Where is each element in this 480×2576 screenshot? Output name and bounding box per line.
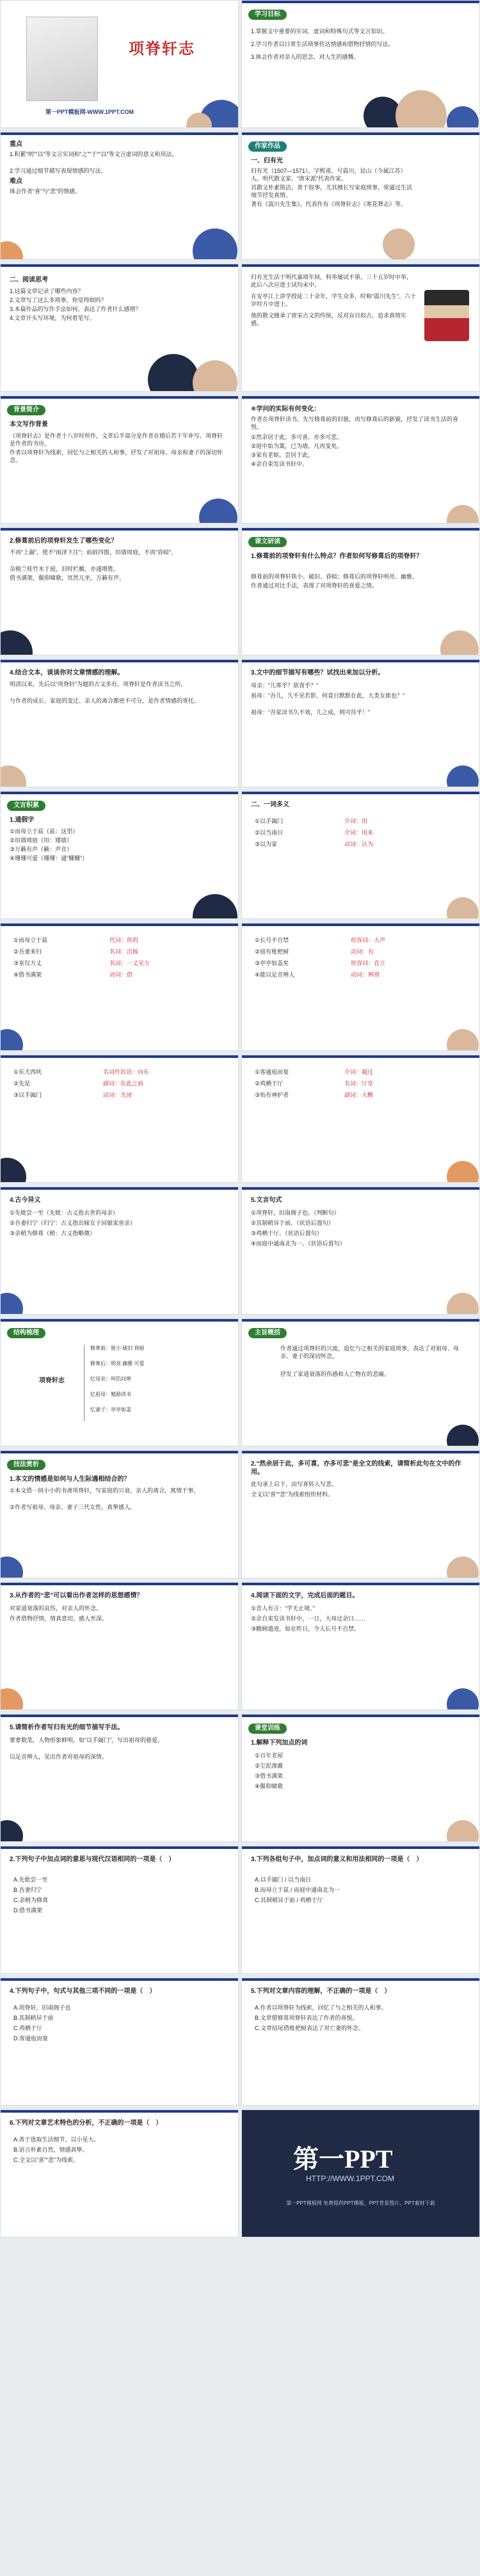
- slide-24[interactable]: [241, 1450, 480, 1578]
- slide-33[interactable]: [0, 2109, 239, 2237]
- text-line: ②垣墙周庭（垣：矮墙）: [10, 837, 73, 844]
- slide-12[interactable]: [241, 659, 480, 787]
- slide-6[interactable]: [241, 264, 480, 392]
- top-bar: [1, 1319, 238, 1322]
- top-bar: [1, 396, 238, 399]
- decor-circle: [0, 1688, 23, 1710]
- decor-circle: [0, 1029, 23, 1051]
- option[interactable]: A.先妣尝一至: [13, 1876, 48, 1883]
- table-cell: 副词：大概: [344, 1092, 374, 1098]
- heading: 难点: [10, 178, 22, 185]
- text-line: 作者通过项脊轩的兴废，追忆与之相关的家庭琐事，表达了对祖母、母亲、妻子的深切怀念，: [280, 1345, 460, 1359]
- decor-circle: [447, 1556, 479, 1578]
- text-line: 祖母：“吾家读书久不效，儿之成，则可待乎！”: [251, 709, 370, 716]
- top-bar: [242, 264, 479, 267]
- heading: 5.请简析作者写归有光的细节描写手法。: [10, 1724, 124, 1731]
- decor-circle: [447, 897, 479, 919]
- text-line: ④余自束发读书轩中。: [251, 461, 308, 467]
- decor-circle: [447, 505, 479, 524]
- heading: 3.文中的细节描写有哪些？试找出来加以分析。: [251, 669, 385, 676]
- text-line: 在安亭江上讲学授徒二十余年，学生众多，时称“震川先生”。六十岁时方中进士。: [251, 293, 416, 307]
- heading: 6.下列对文章艺术特色的分析，不正确的一项是（ ）: [10, 2120, 163, 2127]
- heading: 5.下列对文章内容的理解，不正确的一项是（ ）: [251, 1988, 391, 1995]
- table-cell: ②鸡栖于厅: [255, 1080, 284, 1087]
- heading: 1.通假字: [10, 817, 35, 824]
- list-item: ②尘泥渗漉: [255, 1763, 284, 1769]
- option[interactable]: C.余稍为修葺: [13, 1897, 49, 1903]
- top-bar: [242, 1451, 479, 1453]
- text-line: 体会作者“喜”与“悲”的情感。: [10, 188, 81, 195]
- top-bar: [1, 528, 238, 531]
- decor-circle: [447, 1425, 479, 1446]
- decor-circle: [0, 241, 23, 260]
- heading: 一、归有光: [251, 157, 283, 164]
- decor-circle: [383, 228, 415, 260]
- source-url: 第一PPT模板网-WWW.1PPT.COM: [45, 109, 134, 115]
- table-cell: 代词：你的: [109, 937, 139, 943]
- top-bar: [242, 924, 479, 926]
- heading: 4.古今异义: [10, 1197, 41, 1204]
- table-cell: ②先是: [13, 1080, 31, 1087]
- table-cell: 名词：出嫁: [109, 948, 139, 955]
- decor-circle: [193, 360, 237, 392]
- text-line: 全文以“喜”“悲”为线索组织材料。: [251, 1491, 333, 1498]
- option[interactable]: A.项脊轩，旧南阁子也: [13, 2004, 71, 2011]
- table-cell: 动词：认为: [344, 841, 374, 847]
- text-line: ④而庭中通南北为一。（状语后置句）: [251, 1240, 346, 1247]
- top-bar: [242, 1583, 479, 1585]
- top-bar: [1, 1583, 238, 1585]
- decor-circle: [148, 354, 199, 392]
- top-bar: [1, 1187, 238, 1190]
- slide-5[interactable]: [0, 264, 239, 392]
- text-line: ②其制稍异于前。（状语后置句）: [251, 1220, 334, 1226]
- slide-3[interactable]: [0, 132, 239, 260]
- text-line: ①本文借一间小小的书斋项脊轩，写家庭的兴衰、亲人的离合，寓情于事。: [10, 1487, 200, 1494]
- slide-17[interactable]: [0, 1055, 239, 1183]
- option[interactable]: A.作者以项脊轩为线索，回忆了与之相关的人和事。: [255, 2004, 387, 2011]
- text-line: 作者以项脊轩为线索，回忆与之相关的人和事，抒发了对祖母、母亲和妻子的深切怀念。: [10, 449, 223, 463]
- slide-title: 项脊轩志: [129, 40, 195, 58]
- mindmap-branch: 忆母亲：叫饥问寒: [90, 1376, 131, 1382]
- slide-29[interactable]: [0, 1846, 239, 1974]
- text-line: 其散文朴素简洁，善于叙事，尤其擅长写家庭琐事，常通过生活细节抒发真情。: [251, 184, 413, 198]
- table-cell: 介词：用: [344, 818, 368, 824]
- text-line: 母亲：“儿寒乎？欲食乎？”: [251, 682, 318, 689]
- option[interactable]: C.全文以“喜”“悲”为线索。: [13, 2157, 79, 2163]
- option[interactable]: B.而母立于兹 / 而庭中通南北为一: [255, 1887, 340, 1893]
- top-bar: [1, 660, 238, 662]
- top-bar: [1, 1846, 238, 1849]
- option[interactable]: B.吾妻归宁: [13, 1887, 42, 1893]
- slide-26[interactable]: [241, 1582, 480, 1710]
- text-line: ①而母立于兹（兹：这里）: [10, 828, 79, 835]
- slide-19[interactable]: [0, 1187, 239, 1315]
- text-line: 修葺前的项脊轩狭小、破旧、昏暗；修葺后的项脊轩明亮、幽雅。: [251, 573, 419, 580]
- table-cell: ②吾妻来归: [13, 948, 42, 955]
- decor-circle: [447, 1029, 479, 1051]
- top-bar: [1, 924, 238, 926]
- text-line: 2.文章写了这么多琐事，你觉得烦吗？: [10, 297, 107, 303]
- slide-16[interactable]: [241, 923, 480, 1051]
- top-bar: [242, 396, 479, 399]
- list-item: ①百年老屋: [255, 1752, 284, 1759]
- option[interactable]: C.鸡栖于厅: [13, 2025, 43, 2031]
- table-cell: ④能以足音辨人: [255, 972, 295, 978]
- slide-14[interactable]: [241, 791, 480, 919]
- decor-circle: [447, 765, 479, 787]
- slide-25[interactable]: [0, 1582, 239, 1710]
- top-bar: [242, 528, 479, 531]
- list-item: ③借书满架: [255, 1773, 284, 1779]
- text-line: 归有光生活于明代嘉靖年间，科举屡试不第。三十五岁时中举，此后八次应进士试均未中。: [251, 274, 413, 288]
- heading: 3.下列各组句子中，加点词的意义和用法相同的一项是（ ）: [251, 1856, 423, 1863]
- mindmap-root: 项脊轩志: [39, 1377, 65, 1384]
- table-cell: ③亭亭如盖矣: [255, 960, 289, 966]
- slide-30[interactable]: [241, 1846, 480, 1974]
- slide-11[interactable]: [0, 659, 239, 787]
- slide-13[interactable]: [0, 791, 239, 919]
- decor-circle: [199, 499, 237, 524]
- text-line: 以足音辨人，见出作者对祖母的深情。: [10, 1754, 108, 1760]
- brand-url[interactable]: HTTP://WWW.1PPT.COM: [306, 2174, 394, 2183]
- top-bar: [1, 792, 238, 794]
- section-tag: 主旨概括: [248, 1328, 287, 1338]
- top-bar: [242, 132, 479, 135]
- slide-4[interactable]: [241, 132, 480, 260]
- table-cell: ③以手阖门: [13, 1092, 42, 1098]
- heading: 2.下列句子中加点词的意思与现代汉语相同的一项是（ ）: [10, 1856, 175, 1863]
- top-bar: [242, 1715, 479, 1717]
- text-line: 寥寥数笔，人物形象鲜明，如“以手阖门”，写出祖母的慈爱。: [10, 1737, 163, 1743]
- text-line: 2.学习作者以日常生活琐事传达情感和借物抒情的写法。: [251, 41, 394, 47]
- decor-circle: [0, 1820, 23, 1842]
- table-cell: ①以手阖门: [255, 818, 284, 824]
- text-line: 明清以来，先后以“项脊轩”为题的古文多有。项脊轩是作者读书之所，: [10, 681, 186, 687]
- table-cell: ①长号不自禁: [255, 937, 289, 943]
- top-bar: [242, 1187, 479, 1190]
- text-line: 与作者的成长、家庭的变迁、亲人的离合都密不可分，是作者情感的寄托。: [10, 698, 200, 704]
- table-cell: 形容词：直立: [351, 960, 386, 966]
- brand-info: 第一PPT模板网 免费提供PPT模板、PPT背景图片、PPT素材下载: [286, 2200, 435, 2206]
- top-bar: [1, 1451, 238, 1453]
- section-tag: 课文研读: [248, 537, 287, 547]
- slide-18[interactable]: [241, 1055, 480, 1183]
- text-line: ①项脊轩，旧南阁子也。（判断句）: [251, 1210, 340, 1216]
- text-line: ②庭中始为篱，已为墙，凡再变矣。: [251, 443, 343, 449]
- option[interactable]: B.其制稍异于前: [13, 2015, 54, 2021]
- slide-27[interactable]: [0, 1714, 239, 1842]
- table-cell: 形容词：大声: [351, 937, 386, 943]
- slide-1[interactable]: [0, 0, 239, 128]
- option[interactable]: C.其制稍异于前 / 鸡栖于厅: [255, 1897, 323, 1903]
- text-line: 抒发了家道衰落的伤感和人亡物在的悲痛。: [280, 1371, 390, 1377]
- decor-circle: [396, 90, 447, 128]
- heading: 1.修葺前的项脊轩有什么特点？作者如何写修葺后的项脊轩？: [251, 553, 423, 560]
- table-cell: ①客逾庖而宴: [255, 1069, 289, 1075]
- text-line: 3.体会作者对亲人的思念、对人生的感慨。: [251, 54, 360, 60]
- mindmap-branch: 忆祖母：勉励读书: [90, 1391, 131, 1397]
- text-line: 2.学习通过细节描写表现情感的写法。: [10, 168, 107, 174]
- section-tag: 背景简介: [7, 405, 45, 415]
- slide-2[interactable]: [241, 0, 480, 128]
- table-cell: 动词：借: [109, 972, 133, 978]
- section-tag: 课堂训练: [248, 1724, 287, 1734]
- text-line: 此句承上启下，由写喜转入写悲。: [251, 1481, 338, 1487]
- top-bar: [1, 1055, 238, 1058]
- text-line: 作者通过对比手法，表现了对项脊轩的喜爱之情。: [251, 582, 378, 589]
- option[interactable]: B.语言朴素自然，情感真挚。: [13, 2147, 88, 2153]
- decor-circle: [440, 630, 479, 655]
- option[interactable]: A.善于选取生活细节，以小见大。: [13, 2136, 100, 2143]
- decor-circle: [447, 1293, 479, 1315]
- author-portrait: [424, 290, 469, 341]
- table-cell: 名词：厅堂: [344, 1080, 374, 1087]
- text-line: 著有《震川先生集》。代表作有《项脊轩志》《寒花葬志》等。: [251, 201, 407, 207]
- text-line: 1.掌握文中重要的实词、虚词和特殊句式等文言知识。: [251, 28, 388, 35]
- text-line: 3.本篇作品的写作手法如何，表达了作者什么感情？: [10, 306, 141, 312]
- decor-circle: [193, 228, 237, 260]
- decor-circle: [447, 106, 479, 128]
- table-cell: 动词：辨别: [351, 972, 380, 978]
- table-cell: 动词：有: [351, 948, 374, 955]
- heading: 二、一词多义: [251, 801, 289, 808]
- text-line: 1.这篇文章记录了哪些内容？: [10, 288, 84, 294]
- top-bar: [242, 1846, 479, 1849]
- heading: 4.阅读下面的文字，完成后面的题目。: [251, 1592, 359, 1599]
- mindmap-branch: 修葺前：狭小 破旧 昏暗: [90, 1345, 145, 1351]
- option[interactable]: B.文章借修葺项脊轩表达了作者的喜悦。: [255, 2015, 358, 2021]
- heading: 3.从作者的“悲”可以看出作者怎样的思想感情？: [10, 1592, 143, 1599]
- slide-22[interactable]: [241, 1318, 480, 1446]
- slide-10[interactable]: [241, 527, 480, 655]
- decor-circle: [447, 1688, 479, 1710]
- heading: 2.“然余居于此，多可喜，亦多可悲”是全文的线索，请简析此句在文中的作用。: [251, 1460, 461, 1476]
- classical-house-photo: [26, 17, 98, 101]
- slide-21[interactable]: [0, 1318, 239, 1446]
- option[interactable]: A.以手阖门 / 以当南日: [255, 1876, 312, 1883]
- option[interactable]: D.借书满架: [13, 1907, 43, 1914]
- top-bar: [242, 1055, 479, 1058]
- table-cell: 介词：用来: [344, 829, 374, 836]
- table-cell: ②庭有枇杷树: [255, 948, 289, 955]
- text-line: ①然余居于此，多可喜，亦多可悲。: [251, 434, 343, 440]
- heading: 二、阅读思考: [10, 276, 48, 284]
- section-tag: 技法赏析: [7, 1460, 45, 1470]
- top-bar: [242, 1, 479, 3]
- decor-circle: [0, 1556, 23, 1578]
- text-line: ①昔人有言：“学无止境。”: [251, 1605, 315, 1612]
- top-bar: [242, 1978, 479, 1981]
- text-line: 对家道衰落的哀伤，对亲人的怀念。: [10, 1605, 102, 1612]
- text-line: 作者在项脊轩读书，先写修葺前的旧貌，再写修葺后的新貌，抒发了读书生活的喜悦。: [251, 416, 459, 430]
- heading: 5.文言句式: [251, 1197, 282, 1204]
- list-item: ④偃仰啸歌: [255, 1783, 284, 1789]
- decor-circle: [0, 1293, 23, 1315]
- heading: 2.修葺前后的项脊轩发生了哪些变化？: [10, 538, 118, 545]
- text-line: ③家有老妪，尝居于此。: [251, 452, 314, 458]
- slide-34-logo[interactable]: [241, 2109, 480, 2237]
- heading: 4.结合文本，谈谈你对文章情感的理解。: [10, 669, 124, 676]
- text-line: ③万籁有声（籁：声音）: [10, 846, 73, 852]
- decor-circle: [447, 1820, 479, 1842]
- table-cell: 名词：一丈见方: [109, 960, 150, 966]
- decor-circle: [447, 1161, 479, 1183]
- slide-31[interactable]: [0, 1978, 239, 2106]
- decor-circle: [0, 630, 33, 655]
- text-line: ②余自束发读书轩中，一日，大母过余曰……: [251, 1615, 366, 1622]
- text-line: 杂植兰桂竹木于庭，旧时栏楯，亦遂增胜。: [10, 566, 120, 572]
- slide-7[interactable]: [0, 396, 239, 524]
- text-line: 借书满架，偃仰啸歌，冥然兀坐，万籁有声。: [10, 575, 125, 581]
- text-line: 祖母：“吾儿，久不见若影，何竟日默默在此，大类女郎也？”: [251, 692, 404, 699]
- top-bar: [1, 132, 238, 135]
- table-cell: ④借书满架: [13, 972, 42, 978]
- table-cell: 介词：越过: [344, 1069, 374, 1075]
- top-bar: [242, 1319, 479, 1322]
- section-tag: 文言积累: [7, 801, 45, 811]
- slide-9[interactable]: [0, 527, 239, 655]
- mindmap-branch: 忆妻子：亭亭如盖: [90, 1407, 131, 1412]
- text-line: ②吾妻归宁（归宁：古义指出嫁女子回娘家省亲）: [10, 1220, 136, 1226]
- text-line: 不再“上漏”，使不“雨泽下注”；前辟四窗，垣墙周庭，不再“昏暗”。: [10, 549, 177, 556]
- text-line: 他的散文继承了唐宋古文的传统，反对盲目拟古，追求真情实感。: [251, 312, 407, 326]
- text-line: 4.文章开头写环境，为何着笔写。: [10, 315, 95, 321]
- slide-23[interactable]: [0, 1450, 239, 1578]
- slide-28[interactable]: [241, 1714, 480, 1842]
- section-tag: 结构梳理: [7, 1328, 45, 1338]
- table-cell: ③以为家: [255, 841, 278, 847]
- table-cell: ②以当南日: [255, 829, 284, 836]
- slide-15[interactable]: [0, 923, 239, 1051]
- table-cell: ③室仅方丈: [13, 960, 42, 966]
- table-cell: ①而母立于兹: [13, 937, 48, 943]
- text-line: ③鸡栖于厅。（状语后置句）: [251, 1230, 323, 1236]
- text-line: ③瞻顾遗迹，如在昨日，令人长号不自禁。: [251, 1626, 360, 1632]
- heading: 4.下列句子中，句式与其他三项不同的一项是（ ）: [10, 1988, 156, 1995]
- text-line: ④珊珊可爱（珊珊：通“姗姗”）: [10, 855, 88, 861]
- text-line: 作者借物抒情，情真意切，感人至深。: [10, 1615, 108, 1622]
- table-cell: 名词作状语：向东: [103, 1069, 150, 1075]
- heading: 1.解释下列加点的词: [251, 1740, 308, 1747]
- text-line: ②作者写祖母、母亲、妻子三代女性，真挚感人。: [10, 1504, 136, 1510]
- slide-20[interactable]: [241, 1187, 480, 1315]
- section-tag: 作家作品: [248, 141, 287, 152]
- heading: 重点: [10, 141, 22, 148]
- slide-32[interactable]: [241, 1978, 480, 2106]
- option[interactable]: D.客逾庖而宴: [13, 2035, 49, 2042]
- text-line: 归有光（1507—1571），字熙甫，号震川，昆山（今属江苏）人。明代散文家、“唐宋派”代表作家。: [251, 168, 406, 182]
- text-line: ③余稍为修葺（稍：古义指略微）: [10, 1230, 96, 1236]
- table-cell: 副词：在此之前: [103, 1080, 144, 1087]
- option[interactable]: C.文章结尾借枇杷树表达了对亡妻的怀念。: [255, 2025, 365, 2031]
- top-bar: [242, 792, 479, 794]
- decor-circle: [0, 765, 26, 787]
- top-bar: [1, 1715, 238, 1717]
- decor-circle: [0, 1158, 26, 1183]
- text-line: 《项脊轩志》是作者十八岁时所作，文章后半部分是作者在婚后若干年补写。项脊轩是作者的书房，: [10, 433, 223, 447]
- decor-circle: [193, 894, 237, 919]
- top-bar: [242, 660, 479, 662]
- top-bar: [1, 2110, 238, 2113]
- heading: ⑥学问的实际有何变化：: [251, 406, 321, 413]
- section-tag: 学习目标: [248, 10, 287, 20]
- table-cell: ③殆有神护者: [255, 1092, 289, 1098]
- text-line: ①先妣尝一至（先妣：古义指去世的母亲）: [10, 1210, 119, 1216]
- top-bar: [1, 264, 238, 267]
- mindmap-branch: 修葺后：明亮 幽雅 可爱: [90, 1361, 145, 1366]
- heading: 本文写作背景: [10, 421, 48, 428]
- top-bar: [1, 1978, 238, 1981]
- heading: 1.本文的情感是如何与人生际遇相结合的？: [10, 1476, 131, 1483]
- brand-logo: 第一PPT: [293, 2145, 393, 2173]
- slide-8[interactable]: [241, 396, 480, 524]
- table-cell: ①东犬西吠: [13, 1069, 42, 1075]
- table-cell: 动词：关闭: [103, 1092, 132, 1098]
- text-line: 1.积累“则”“以”等文言实词和“之”“于”“以”等文言虚词的意义和用法。: [10, 151, 178, 157]
